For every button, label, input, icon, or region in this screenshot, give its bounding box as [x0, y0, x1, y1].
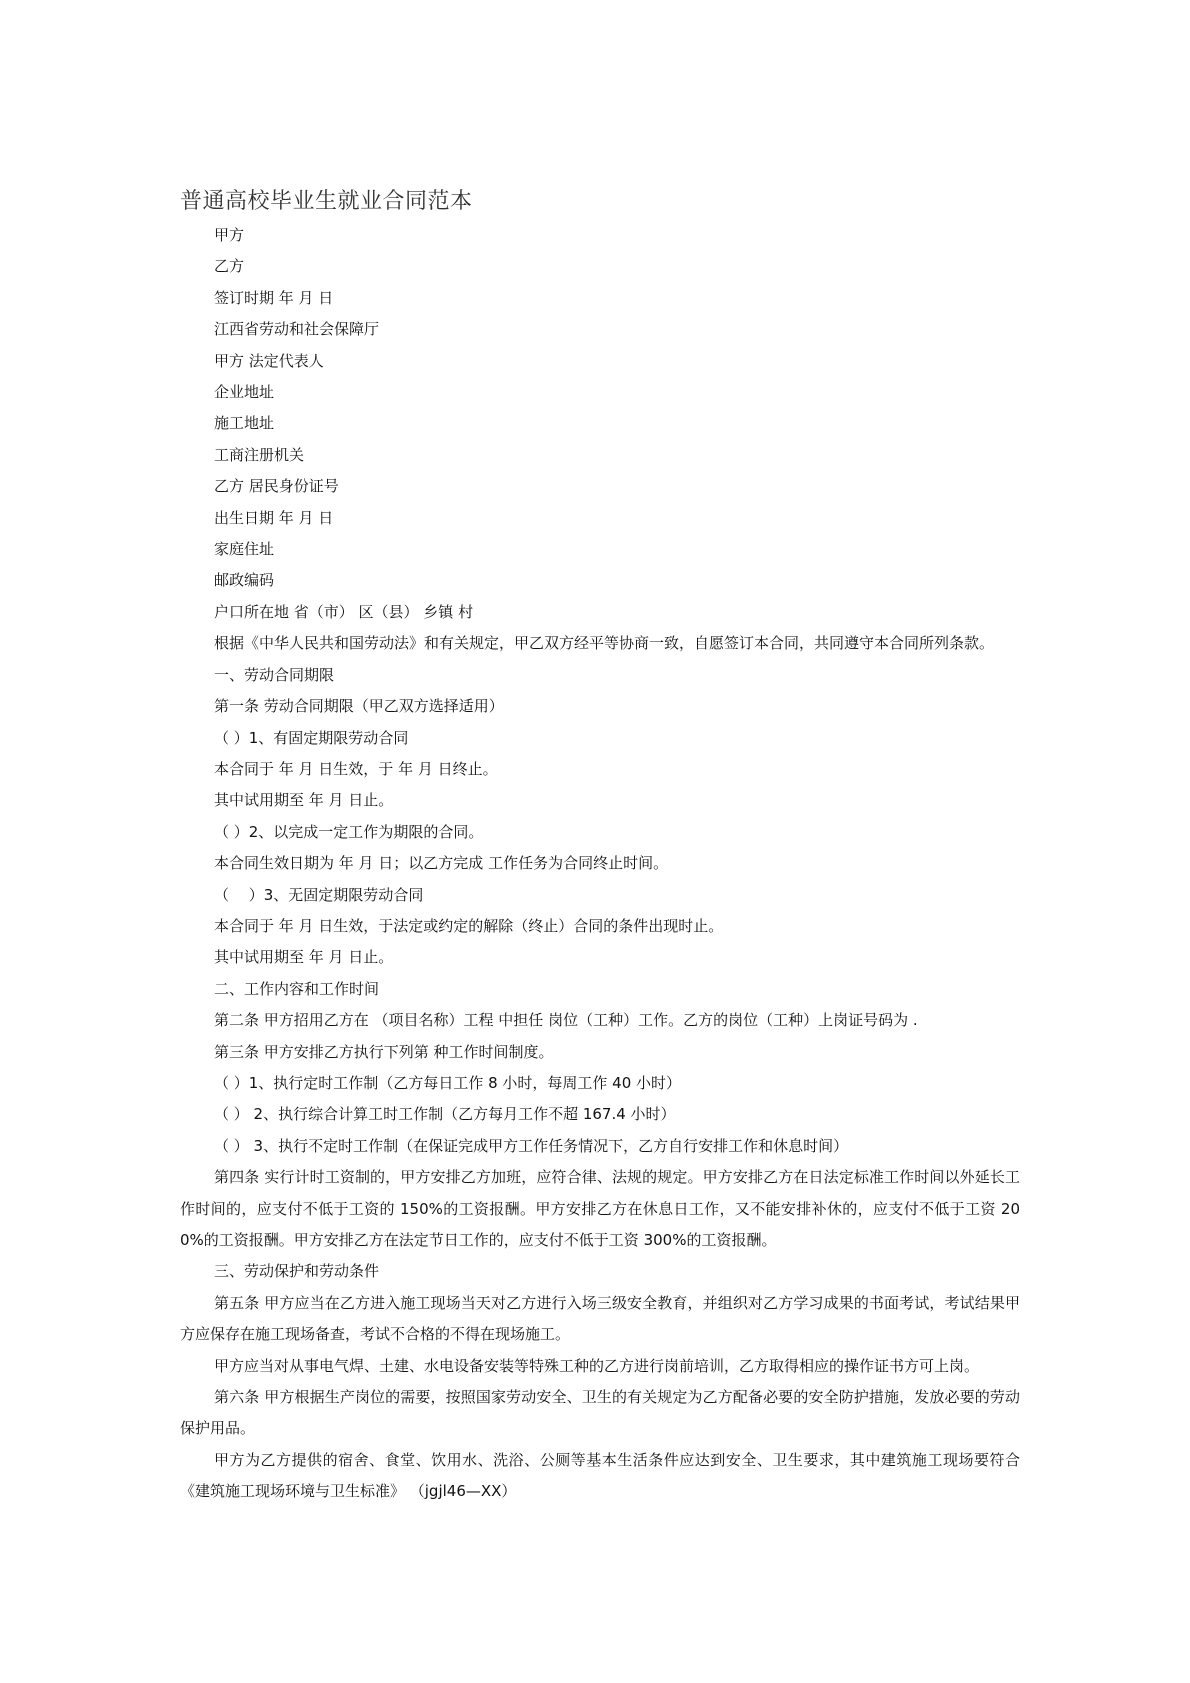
construction-address-line: 施工地址 — [214, 414, 275, 433]
section3-heading: 三、劳动保护和劳动条件 — [214, 1262, 380, 1281]
living-conditions-paragraph: 甲方为乙方提供的宿舍、食堂、饮用水、洗浴、公厕等基本生活条件应达到安全、卫生要求，其中建筑施工现场要符合《建筑施工现场环境与卫生标准》 （jgjl46—XX） — [180, 1450, 1020, 1501]
option1-probation: 其中试用期至 年 月 日止。 — [214, 791, 394, 810]
option2-task-term: （ ）2、以完成一定工作为期限的合同。 — [214, 822, 484, 841]
document-title: 普通高校毕业生就业合同范本 — [180, 189, 473, 214]
section2-heading: 二、工作内容和工作时间 — [214, 979, 380, 998]
document-page — [180, 186, 1020, 1508]
option2-dates: 本合同生效日期为 年 月 日；以乙方完成 工作任务为合同终止时间。 — [214, 854, 669, 873]
legal-representative-line: 甲方 法定代表人 — [214, 351, 324, 370]
training-paragraph: 甲方应当对从事电气焊、土建、水电设备安装等特殊工种的乙方进行岗前培训，乙方取得相应的操作证书方可上岗。 — [214, 1356, 980, 1375]
article1-title: 第一条 劳动合同期限（甲乙双方选择适用） — [214, 697, 504, 716]
id-number-line: 乙方 居民身份证号 — [214, 477, 339, 496]
home-address-line: 家庭住址 — [214, 540, 275, 559]
article5-paragraph: 第五条 甲方应当在乙方进入施工现场当天对乙方进行入场三级安全教育，并组织对乙方学习成果的书面考试，考试结果甲方应保存在施工现场备查，考试不合格的不得在现场施工。 — [180, 1293, 1020, 1344]
option3-open-term: （ ）3、无固定期限劳动合同 — [214, 885, 424, 904]
signing-date-line: 签订时期 年 月 日 — [214, 288, 334, 307]
article2: 第二条 甲方招用乙方在 （项目名称）工程 中担任 岗位（工种）工作。乙方的岗位（工种）上岗证号码为 . — [214, 1011, 918, 1030]
article4-paragraph: 第四条 实行计时工资制的，甲方安排乙方加班，应符合律、法规的规定。甲方安排乙方在日法定标准工作时间以外延长工作时间的，应支付不低于工资的 150%的工资报酬。甲方安排乙方在休息日工作，又不能安排补休的，应支付不低于工资 200%的工资报酬。甲方安排乙方在法定节日工作的，应支付不低于工资 300%的工资报酬。 — [180, 1168, 1020, 1249]
party-b-line: 乙方 — [214, 257, 245, 276]
option3-dates: 本合同于 年 月 日生效，于法定或约定的解除（终止）合同的条件出现时止。 — [214, 916, 724, 935]
postal-code-line: 邮政编码 — [214, 571, 275, 590]
household-registration-line: 户口所在地 省（市） 区（县） 乡镇 村 — [214, 602, 474, 621]
work-hours-option2: （ ） 2、执行综合计算工时工作制（乙方每月工作不超 167.4 小时） — [214, 1105, 676, 1124]
work-hours-option3: （ ） 3、执行不定时工作制（在保证完成甲方工作任务情况下，乙方自行安排工作和休息时间） — [214, 1136, 849, 1155]
article6-paragraph: 第六条 甲方根据生产岗位的需要，按照国家劳动安全、卫生的有关规定为乙方配备必要的安全防护措施，发放必要的劳动保护用品。 — [180, 1388, 1020, 1438]
article3: 第三条 甲方安排乙方执行下列第 种工作时间制度。 — [214, 1042, 554, 1061]
birth-date-line: 出生日期 年 月 日 — [214, 508, 334, 527]
registration-authority-line: 工商注册机关 — [214, 445, 305, 464]
option1-dates: 本合同于 年 月 日生效，于 年 月 日终止。 — [214, 759, 498, 778]
intro-paragraph: 根据《中华人民共和国劳动法》和有关规定，甲乙双方经平等协商一致，自愿签订本合同，共同遵守本合同所列条款。 — [214, 634, 995, 653]
company-address-line: 企业地址 — [214, 383, 275, 402]
issuing-authority-line: 江西省劳动和社会保障厅 — [214, 320, 380, 339]
option3-probation: 其中试用期至 年 月 日止。 — [214, 948, 394, 967]
party-a-line: 甲方 — [214, 226, 245, 244]
option1-fixed-term: （ ）1、有固定期限劳动合同 — [214, 728, 409, 747]
work-hours-option1: （ ）1、执行定时工作制（乙方每日工作 8 小时，每周工作 40 小时） — [214, 1073, 682, 1092]
section1-heading: 一、劳动合同期限 — [214, 665, 335, 684]
